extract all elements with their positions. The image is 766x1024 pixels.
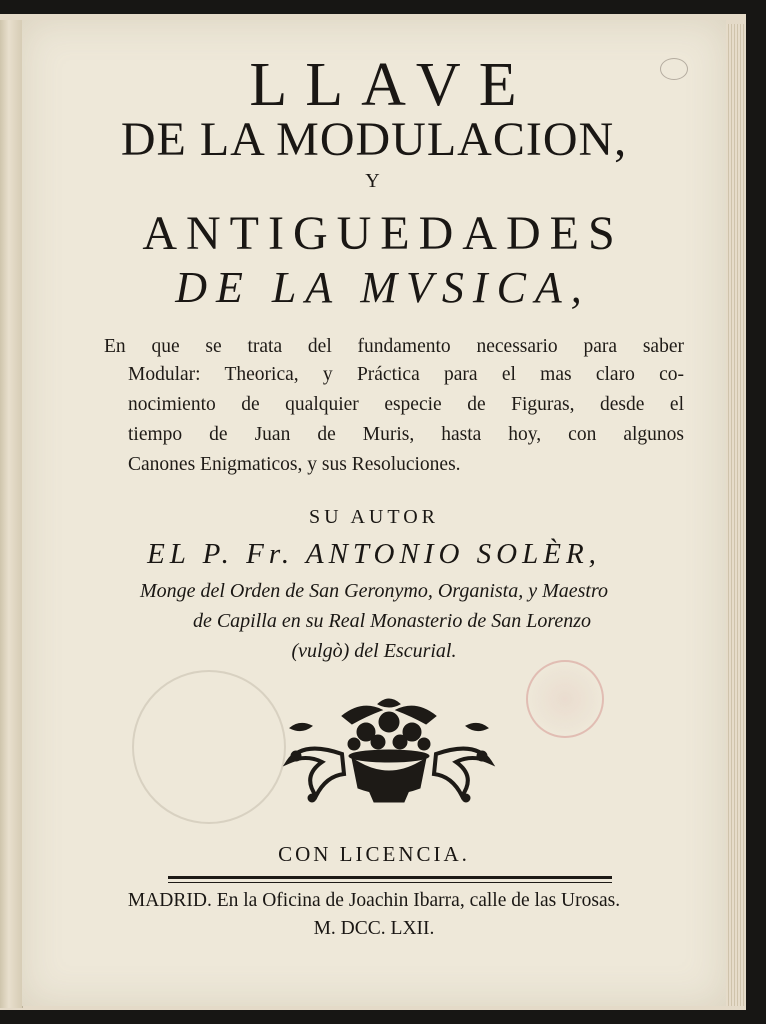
library-stamp-icon (526, 660, 604, 738)
author-detail-2: de Capilla en su Real Monasterio de San Lorenzo (192, 610, 592, 632)
floral-basket-ornament-icon (282, 696, 496, 806)
author-detail-3: (vulgò) del Escurial. (291, 640, 457, 662)
author-name: EL P. Fr. ANTONIO SOLÈR, (147, 538, 601, 570)
title-line-3: ANTIGUEDADES (142, 207, 624, 260)
imprint-line: MADRID. En la Oficina de Joachin Ibarra, calle de las Urosas. (127, 890, 621, 911)
title-line-4: DE LA MVSICA, (175, 263, 591, 312)
description-line-2: Modular: Theorica, y Práctica para el mas claro co- (128, 364, 684, 385)
publication-year: M. DCC. LXII. (313, 918, 435, 939)
description-line-3: nocimiento de qualquier especie de Figuras, desde el (128, 394, 684, 415)
author-detail-1: Monge del Orden de San Geronymo, Organista, y Maestro (139, 580, 609, 602)
description-line-5: Canones Enigmaticos, y sus Resoluciones. (128, 454, 461, 475)
license-line: CON LICENCIA. (278, 842, 470, 866)
title-line-2: DE LA MODULACION, (120, 113, 628, 166)
title-line-1: LLAVE (249, 51, 535, 119)
description-line-4: tiempo de Juan de Muris, hasta hoy, con algunos (128, 424, 684, 445)
title-conjunction: Y (365, 170, 383, 192)
show-through-stamp (132, 670, 286, 824)
double-rule-thin (168, 882, 612, 883)
author-heading: SU AUTOR (309, 506, 439, 528)
binding-edge (0, 20, 23, 1008)
double-rule-thick (168, 876, 612, 879)
description-line-1: En que se trata del fundamento necessario para saber (104, 336, 684, 357)
page-edges (726, 24, 744, 1006)
